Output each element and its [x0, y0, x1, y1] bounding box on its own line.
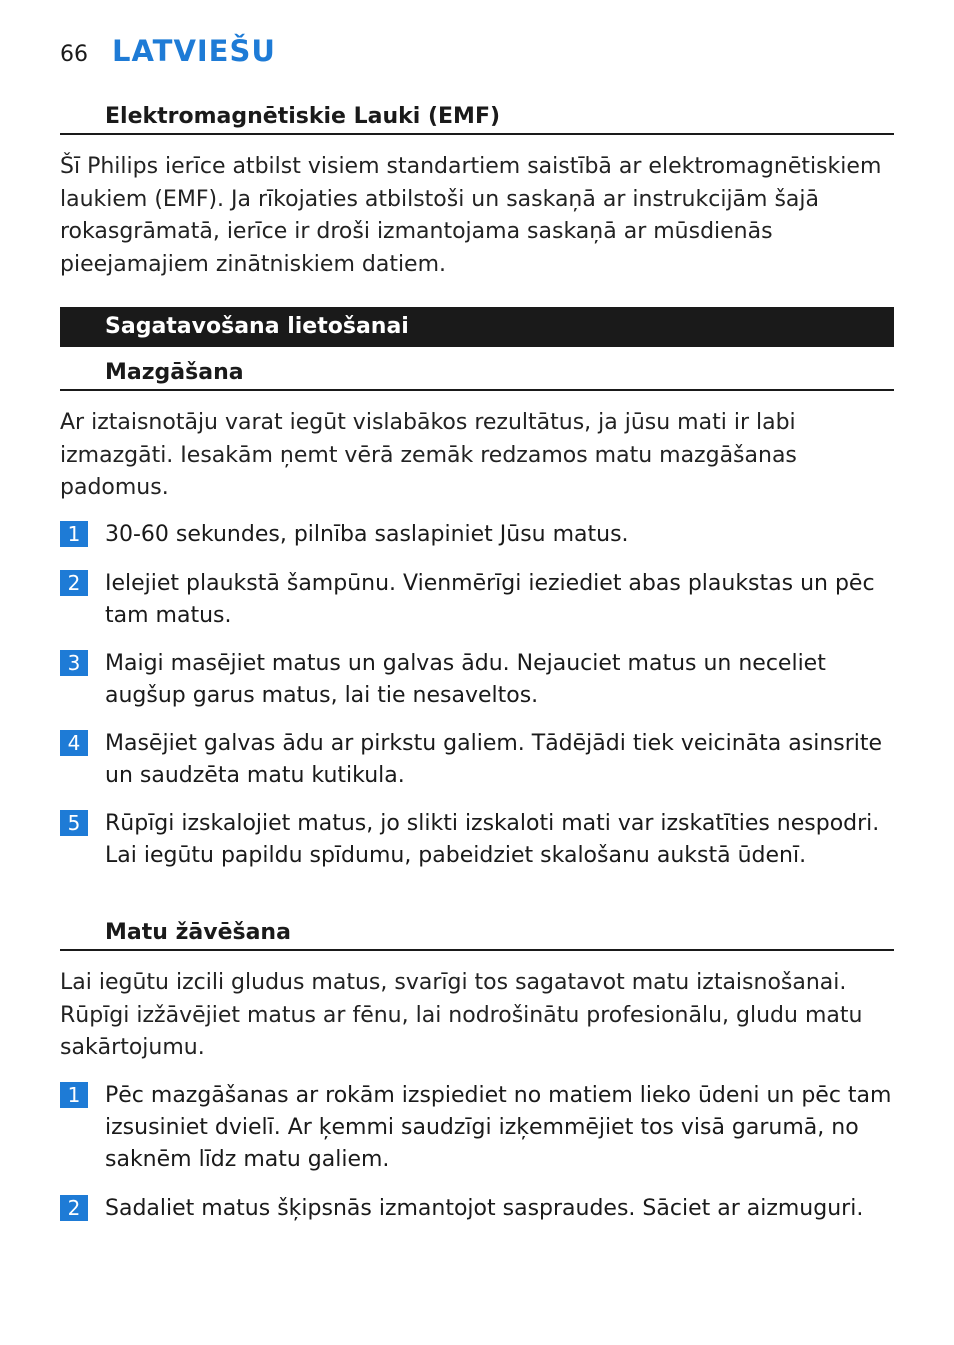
step-number-badge: 3: [60, 650, 88, 676]
emf-paragraph: Šī Philips ierīce atbilst visiem standartiem saistībā ar elektromagnētiskiem laukiem (EMF). Ja rīkojaties atbilstoši un saskaņā ar instrukcijām šajā rokasgrāmatā, ierīce ir droši izmantojama saskaņā ar mūsdienās pieejamajiem zinātniskiem datiem.: [60, 154, 882, 277]
step-text: Maigi masējiet matus un galvas ādu. Nejauciet matus un neceliet augšup garus matus, lai tie nesaveltos.: [105, 651, 826, 708]
step-number-badge: 1: [60, 521, 88, 547]
step-text: 30-60 sekundes, pilnība saslapiniet Jūsu matus.: [105, 522, 629, 547]
page-number: 66: [60, 42, 88, 67]
step-number-badge: 2: [60, 570, 88, 596]
step-text: Ielejiet plaukstā šampūnu. Vienmērīgi ieziediet abas plaukstas un pēc tam matus.: [105, 571, 875, 628]
step-number-badge: 1: [60, 1082, 88, 1108]
language-title: LATVIEŠU: [112, 34, 276, 68]
step-text: Pēc mazgāšanas ar rokām izspiediet no matiem lieko ūdeni un pēc tam izsusiniet dvielī. Ar ķemmi saudzīgi izķemmējiet tos visā garumā, no saknēm līdz matu galiem.: [105, 1083, 892, 1172]
step-text: Sadaliet matus šķipsnās izmantojot saspraudes. Sāciet ar aizmuguri.: [105, 1196, 864, 1221]
step-number-badge: 5: [60, 810, 88, 836]
section-heading-washing: Mazgāšana: [60, 360, 894, 391]
page-header: [60, 34, 276, 74]
step-text: Masējiet galvas ādu ar pirkstu galiem. Tādējādi tiek veicināta asinsrite un saudzēta matu kutikula.: [105, 731, 883, 788]
step-text: Rūpīgi izskalojiet matus, jo slikti izskaloti mati var izskatīties nespodri. Lai iegūtu papildu spīdumu, pabeidziet skalošanu aukstā ūdenī.: [105, 811, 880, 868]
step-number-badge: 2: [60, 1195, 88, 1221]
washing-paragraph: Ar iztaisnotāju varat iegūt vislabākos rezultātus, ja jūsu mati ir labi izmazgāti. Iesakām ņemt vērā zemāk redzamos matu mazgāšanas padomus.: [60, 410, 797, 500]
section-heading-drying: Matu žāvēšana: [60, 920, 894, 951]
step-number-badge: 4: [60, 730, 88, 756]
section-bar-preparation: Sagatavošana lietošanai: [60, 307, 894, 347]
section-heading-emf: Elektromagnētiskie Lauki (EMF): [60, 104, 894, 135]
drying-paragraph: Lai iegūtu izcili gludus matus, svarīgi tos sagatavot matu iztaisnošanai. Rūpīgi izžāvējiet matus ar fēnu, lai nodrošinātu profesionālu, gludu matu sakārtojumu.: [60, 970, 863, 1060]
